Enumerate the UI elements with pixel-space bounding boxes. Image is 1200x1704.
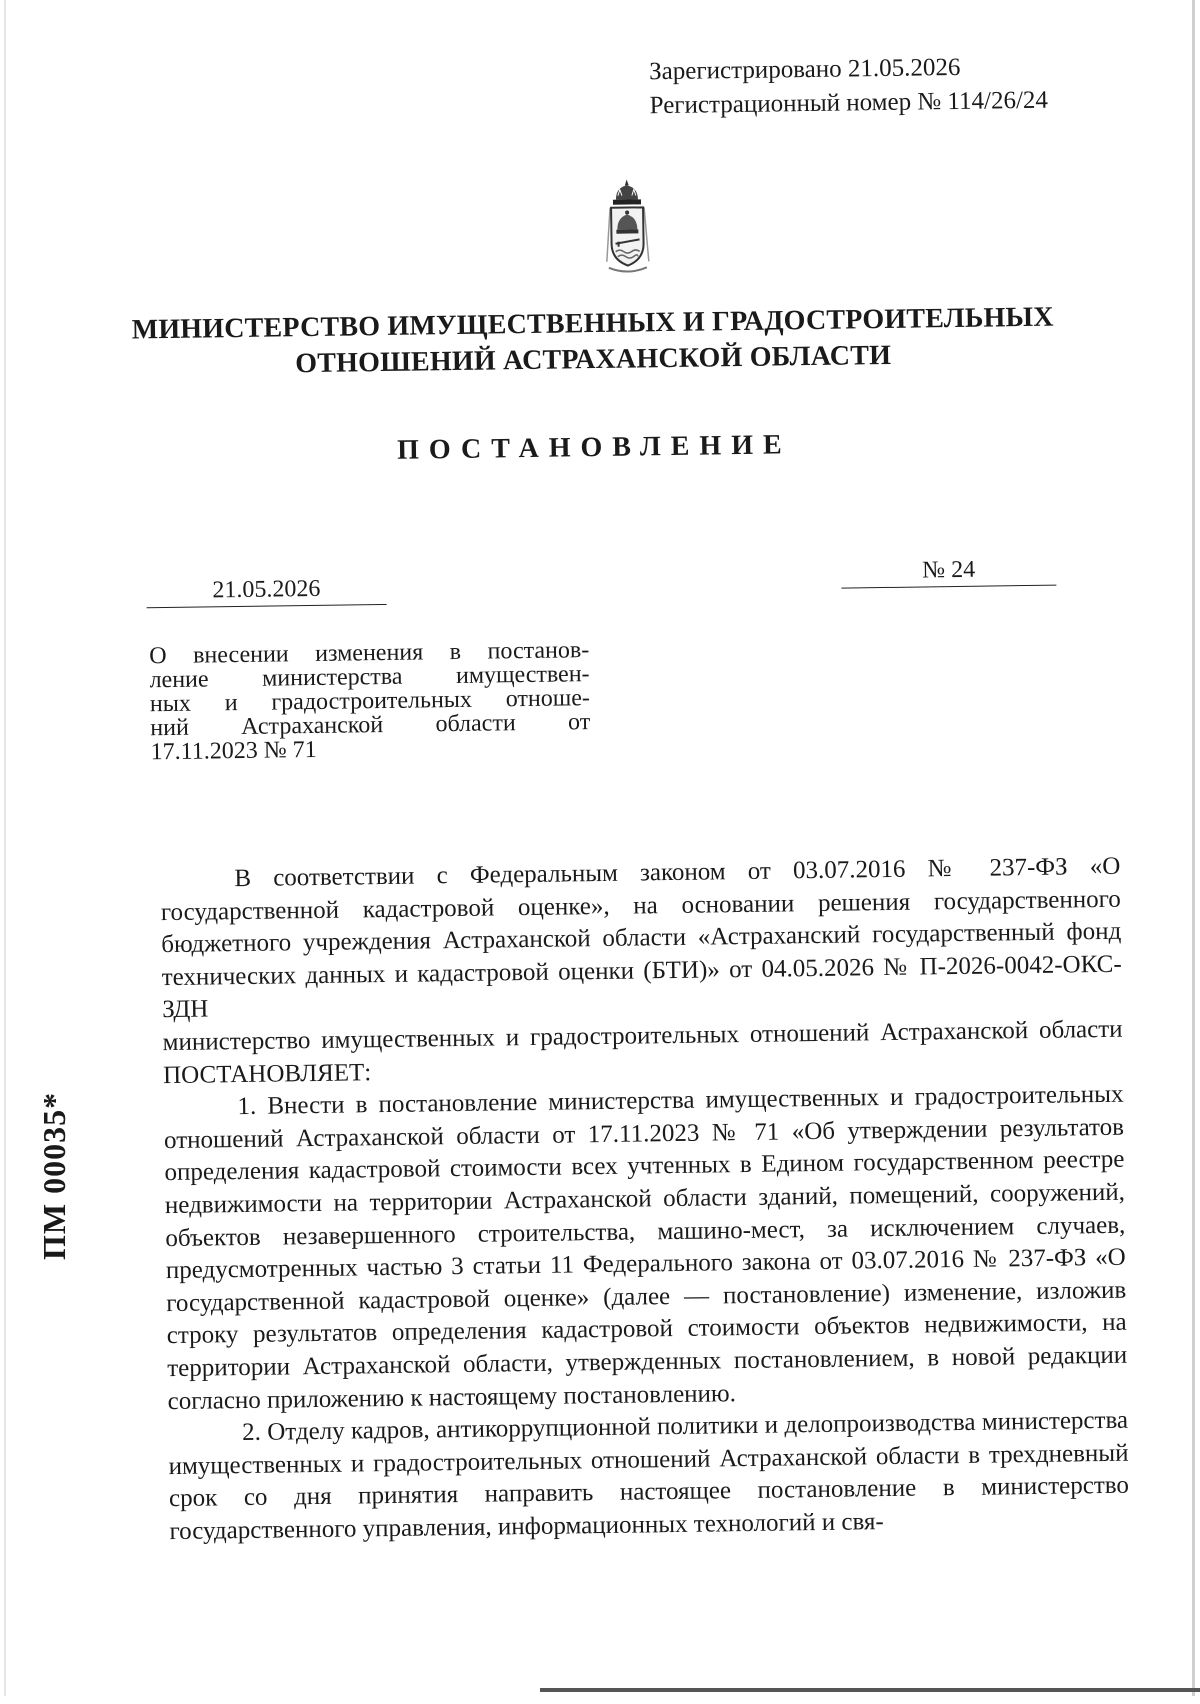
registration-block	[649, 50, 1048, 124]
item-2-paragraph: 2. Отделу кадров, антикоррупционной политики и делопроизводства министерства имущественных и градостроительных отношений Астраханской области в трехдневный срок со дня принятия направить настоящее постановление в министерство государственного управления, информационных технологий и свя-	[168, 1406, 1130, 1545]
ministry-title	[112, 299, 1073, 384]
preamble-paragraph: В соответствии с Федеральным законом от 03.07.2016 № 237-ФЗ «О государственной кадастровой оценке», на основании решения государственного бюджетного учреждения Астраханской области «Астраханский государственный фонд технических данных и кадастровой оценки (БТИ)» от 04.05.2026 № П-2026-0042-ОКС-ЗДН	[160, 852, 1122, 1024]
subject-line: ний Астраханской области от	[150, 709, 591, 742]
document-body	[160, 851, 1129, 1549]
scan-bottom-line	[540, 1688, 1200, 1692]
ministry-title-line-2: ОТНОШЕНИЙ АСТРАХАНСКОЙ ОБЛАСТИ	[295, 339, 892, 380]
scan-left-edge	[4, 0, 6, 1696]
subject-line: ление министерства имуществен-	[149, 661, 590, 694]
coat-of-arms-astrakhan-icon	[600, 177, 655, 278]
document-type-heading: ПОСТАНОВЛЕНИЕ	[396, 429, 792, 466]
document-date: 21.05.2026	[146, 575, 386, 608]
scan-right-edge	[1192, 0, 1195, 1696]
document-number: № 24	[841, 556, 1056, 589]
registration-number: Регистрационный номер № 114/26/24	[649, 86, 1049, 120]
resolution-paragraph: министерство имущественных и градостроительных отношений Астраханской области ПОСТАНОВЛЯЕТ:	[162, 1015, 1123, 1089]
side-stamp: ПМ 00035*	[36, 1091, 72, 1260]
ministry-title-line-1: МИНИСТЕРСТВО ИМУЩЕСТВЕННЫХ И ГРАДОСТРОИТЕЛЬНЫХ	[131, 301, 1054, 346]
subject-line: О внесении изменения в постанов-	[149, 637, 590, 670]
subject-line: 17.11.2023 № 71	[150, 736, 317, 766]
item-1-paragraph: 1. Внести в постановление министерства имущественных и градостроительных отношений Астраханской области от 17.11.2023 № 71 «Об утверждении результатов определения кадастровой стоимости всех учтенных в Едином государственном реестре недвижимости на территории Астраханской области зданий, помещений, сооружений, объектов незавершенного строительства, машино-мест, за исключением случаев, предусмотренных частью 3 статьи 11 Федерального закона от 03.07.2016 № 237-ФЗ «О государственной кадастровой оценке» (далее — постановление) изменение, изложив строку результатов определения кадастровой стоимости объектов недвижимости, на территории Астраханской области, утвержденных постановлением, в новой редакции согласно приложению к настоящему постановлению.	[163, 1080, 1128, 1415]
registration-date: Зарегистрировано 21.05.2026	[648, 53, 961, 86]
document-subject	[149, 638, 591, 764]
subject-line: ных и градостроительных отноше-	[149, 685, 591, 718]
